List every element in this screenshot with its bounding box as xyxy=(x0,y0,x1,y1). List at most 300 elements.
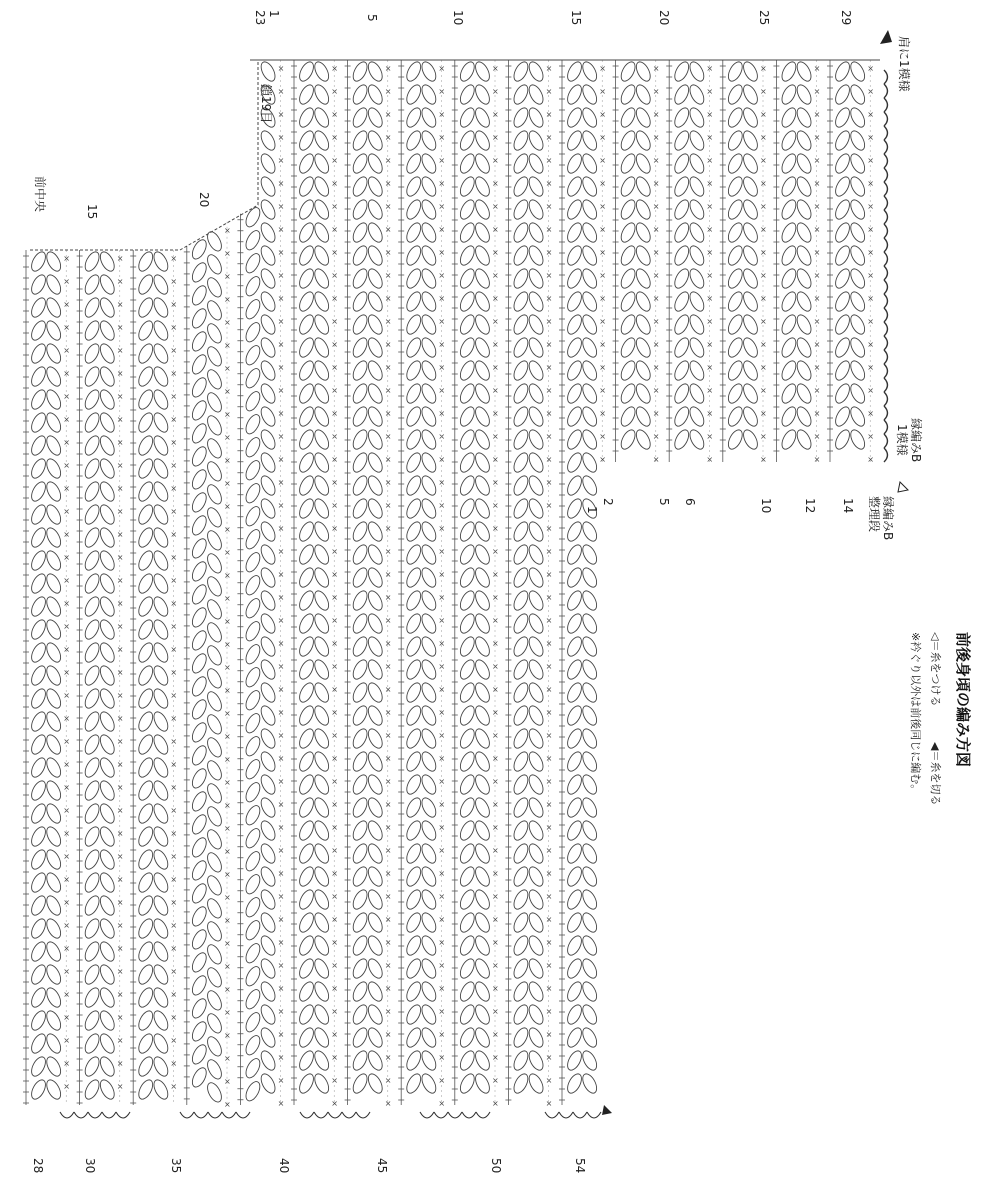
svg-text:×: × xyxy=(384,915,392,924)
svg-text:×: × xyxy=(867,409,874,418)
svg-text:×: × xyxy=(170,1059,178,1068)
svg-text:×: × xyxy=(331,754,338,763)
row-number: 45 xyxy=(375,1158,389,1174)
svg-text:×: × xyxy=(652,432,660,441)
svg-text:×: × xyxy=(545,961,553,970)
svg-text:×: × xyxy=(63,898,70,907)
svg-text:×: × xyxy=(599,409,606,418)
svg-text:×: × xyxy=(224,478,231,488)
svg-text:×: × xyxy=(63,737,70,746)
svg-text:×: × xyxy=(116,668,124,677)
svg-text:×: × xyxy=(760,409,767,418)
svg-text:×: × xyxy=(224,455,231,465)
svg-text:×: × xyxy=(170,1013,178,1022)
svg-text:×: × xyxy=(760,87,767,96)
svg-text:×: × xyxy=(170,714,178,723)
svg-text:×: × xyxy=(384,271,392,280)
svg-text:×: × xyxy=(760,294,767,303)
svg-text:×: × xyxy=(277,846,285,855)
svg-text:×: × xyxy=(331,64,338,73)
svg-text:×: × xyxy=(545,1053,553,1062)
row-number: 40 xyxy=(277,1158,291,1174)
diagram-title: 前後身頃の編み方図 xyxy=(954,632,972,768)
svg-text:×: × xyxy=(492,777,499,786)
svg-text:×: × xyxy=(438,754,446,763)
row-number: 15 xyxy=(569,10,583,26)
svg-text:×: × xyxy=(331,248,338,257)
svg-text:×: × xyxy=(63,553,70,562)
svg-text:×: × xyxy=(867,202,874,211)
svg-text:×: × xyxy=(63,622,70,631)
svg-text:×: × xyxy=(116,346,124,355)
svg-text:×: × xyxy=(224,1007,231,1017)
svg-text:×: × xyxy=(545,984,553,993)
svg-text:×: × xyxy=(224,616,231,626)
svg-text:×: × xyxy=(760,317,767,326)
svg-text:×: × xyxy=(170,760,178,769)
svg-text:×: × xyxy=(545,501,553,510)
svg-text:×: × xyxy=(277,731,285,740)
svg-text:×: × xyxy=(384,777,392,786)
svg-text:×: × xyxy=(170,967,178,976)
label-chain: 鎖19目 xyxy=(259,84,273,124)
svg-text:×: × xyxy=(277,570,285,579)
svg-text:×: × xyxy=(545,133,553,142)
svg-text:×: × xyxy=(170,622,178,631)
svg-text:×: × xyxy=(438,777,446,786)
svg-text:×: × xyxy=(277,662,285,671)
svg-text:×: × xyxy=(116,829,124,838)
svg-text:×: × xyxy=(170,484,178,493)
svg-text:×: × xyxy=(599,225,606,234)
svg-text:×: × xyxy=(438,363,446,372)
svg-text:×: × xyxy=(384,202,392,211)
svg-text:×: × xyxy=(545,524,553,533)
svg-text:×: × xyxy=(599,133,606,142)
svg-text:×: × xyxy=(706,248,714,257)
svg-text:×: × xyxy=(438,501,446,510)
svg-text:×: × xyxy=(116,323,124,332)
svg-text:×: × xyxy=(438,961,446,970)
label-adjust-row: 整理段 xyxy=(867,496,881,533)
svg-text:×: × xyxy=(867,179,874,188)
svg-text:×: × xyxy=(545,1030,553,1039)
svg-text:×: × xyxy=(384,754,392,763)
svg-text:×: × xyxy=(63,484,70,493)
svg-text:×: × xyxy=(492,662,499,671)
svg-text:×: × xyxy=(492,363,499,372)
svg-text:×: × xyxy=(706,271,714,280)
svg-text:×: × xyxy=(331,961,338,970)
bottom-row-numbers xyxy=(31,1158,587,1173)
svg-text:×: × xyxy=(652,156,660,165)
svg-text:×: × xyxy=(384,317,392,326)
label-edging-b: 縁編みB xyxy=(881,496,895,541)
svg-text:×: × xyxy=(545,87,553,96)
svg-text:×: × xyxy=(170,1036,178,1045)
svg-text:×: × xyxy=(545,202,553,211)
row-number: 6 xyxy=(683,498,697,506)
svg-text:×: × xyxy=(224,432,231,442)
svg-text:×: × xyxy=(331,846,338,855)
svg-text:×: × xyxy=(813,225,821,234)
svg-text:×: × xyxy=(170,645,178,654)
svg-text:×: × xyxy=(116,1059,124,1068)
svg-text:×: × xyxy=(331,915,338,924)
svg-text:×: × xyxy=(277,708,285,717)
svg-text:×: × xyxy=(438,409,446,418)
svg-text:×: × xyxy=(224,662,231,672)
svg-text:×: × xyxy=(706,179,714,188)
svg-text:×: × xyxy=(813,294,821,303)
svg-text:×: × xyxy=(170,530,178,539)
svg-text:×: × xyxy=(170,599,178,608)
svg-text:×: × xyxy=(545,110,553,119)
svg-text:×: × xyxy=(170,461,178,470)
svg-text:×: × xyxy=(331,708,338,717)
svg-text:×: × xyxy=(438,478,446,487)
svg-text:×: × xyxy=(277,432,285,441)
svg-text:×: × xyxy=(652,317,660,326)
svg-text:×: × xyxy=(384,156,392,165)
svg-text:×: × xyxy=(116,438,124,447)
svg-text:×: × xyxy=(545,1076,553,1085)
svg-text:×: × xyxy=(170,852,178,861)
svg-text:×: × xyxy=(545,685,553,694)
svg-text:×: × xyxy=(760,110,767,119)
svg-text:×: × xyxy=(492,501,499,510)
svg-text:×: × xyxy=(116,461,124,470)
svg-text:×: × xyxy=(384,1030,392,1039)
svg-text:×: × xyxy=(331,731,338,740)
svg-text:×: × xyxy=(438,938,446,947)
svg-text:×: × xyxy=(224,409,231,419)
svg-text:×: × xyxy=(438,156,446,165)
svg-text:×: × xyxy=(170,783,178,792)
svg-text:×: × xyxy=(760,271,767,280)
svg-text:×: × xyxy=(545,1099,553,1108)
svg-text:×: × xyxy=(331,386,338,395)
svg-text:×: × xyxy=(545,340,553,349)
svg-text:×: × xyxy=(277,156,285,165)
svg-text:×: × xyxy=(492,156,499,165)
svg-text:×: × xyxy=(63,461,70,470)
svg-text:×: × xyxy=(652,455,660,464)
svg-text:×: × xyxy=(492,639,499,648)
svg-text:×: × xyxy=(438,823,446,832)
svg-text:×: × xyxy=(438,455,446,464)
svg-text:×: × xyxy=(331,616,338,625)
svg-text:×: × xyxy=(277,64,285,73)
svg-text:×: × xyxy=(224,984,231,994)
svg-text:×: × xyxy=(438,547,446,556)
svg-text:×: × xyxy=(867,455,874,464)
svg-text:×: × xyxy=(867,156,874,165)
svg-text:×: × xyxy=(277,294,285,303)
svg-text:×: × xyxy=(277,271,285,280)
svg-text:×: × xyxy=(63,438,70,447)
svg-text:×: × xyxy=(492,800,499,809)
svg-text:×: × xyxy=(492,869,499,878)
svg-text:×: × xyxy=(599,432,606,441)
svg-text:×: × xyxy=(706,225,714,234)
svg-text:×: × xyxy=(599,156,606,165)
svg-text:×: × xyxy=(545,777,553,786)
svg-text:×: × xyxy=(331,455,338,464)
row-number: 54 xyxy=(573,1158,587,1174)
svg-text:×: × xyxy=(116,392,124,401)
svg-text:×: × xyxy=(492,64,499,73)
svg-text:×: × xyxy=(438,616,446,625)
svg-text:×: × xyxy=(599,87,606,96)
svg-text:×: × xyxy=(224,225,231,235)
svg-text:×: × xyxy=(438,1030,446,1039)
svg-text:×: × xyxy=(331,593,338,602)
svg-text:×: × xyxy=(331,1007,338,1016)
svg-text:×: × xyxy=(813,271,821,280)
svg-text:×: × xyxy=(224,271,231,281)
svg-text:×: × xyxy=(545,754,553,763)
svg-text:×: × xyxy=(331,1076,338,1085)
svg-text:×: × xyxy=(63,760,70,769)
svg-text:×: × xyxy=(277,823,285,832)
svg-text:×: × xyxy=(545,892,553,901)
svg-text:×: × xyxy=(652,294,660,303)
svg-text:×: × xyxy=(170,576,178,585)
svg-text:×: × xyxy=(438,386,446,395)
svg-text:×: × xyxy=(438,110,446,119)
svg-text:×: × xyxy=(63,714,70,723)
svg-text:×: × xyxy=(706,340,714,349)
row-number: 5 xyxy=(657,498,671,506)
svg-text:×: × xyxy=(224,869,231,879)
label-shoulder-pattern: 肩に1模様 xyxy=(897,36,911,92)
svg-text:×: × xyxy=(63,254,70,263)
svg-text:×: × xyxy=(116,553,124,562)
svg-text:×: × xyxy=(170,737,178,746)
row-number: 35 xyxy=(169,1158,183,1174)
svg-text:×: × xyxy=(63,1059,70,1068)
svg-text:×: × xyxy=(224,938,231,948)
svg-text:×: × xyxy=(224,685,231,695)
svg-text:×: × xyxy=(438,294,446,303)
svg-text:×: × xyxy=(545,271,553,280)
svg-text:×: × xyxy=(277,892,285,901)
svg-text:×: × xyxy=(760,64,767,73)
svg-text:×: × xyxy=(706,363,714,372)
svg-text:×: × xyxy=(813,363,821,372)
svg-text:×: × xyxy=(384,294,392,303)
svg-text:×: × xyxy=(492,225,499,234)
svg-text:×: × xyxy=(545,800,553,809)
svg-text:×: × xyxy=(224,524,231,534)
svg-text:×: × xyxy=(599,179,606,188)
svg-text:×: × xyxy=(760,432,767,441)
svg-text:×: × xyxy=(331,340,338,349)
svg-text:×: × xyxy=(331,87,338,96)
svg-text:×: × xyxy=(384,386,392,395)
svg-text:×: × xyxy=(492,708,499,717)
svg-text:×: × xyxy=(277,179,285,188)
svg-text:×: × xyxy=(63,1082,70,1091)
svg-text:×: × xyxy=(492,386,499,395)
svg-text:×: × xyxy=(116,990,124,999)
svg-text:×: × xyxy=(760,133,767,142)
svg-text:×: × xyxy=(170,691,178,700)
svg-text:×: × xyxy=(867,294,874,303)
svg-text:×: × xyxy=(63,1013,70,1022)
svg-text:×: × xyxy=(438,570,446,579)
svg-text:×: × xyxy=(331,225,338,234)
svg-text:×: × xyxy=(545,478,553,487)
svg-text:×: × xyxy=(63,967,70,976)
svg-text:×: × xyxy=(170,300,178,309)
svg-text:×: × xyxy=(545,455,553,464)
svg-text:×: × xyxy=(384,432,392,441)
svg-text:×: × xyxy=(384,984,392,993)
svg-text:×: × xyxy=(545,432,553,441)
row-number: 20 xyxy=(197,192,211,208)
svg-text:×: × xyxy=(331,179,338,188)
svg-text:×: × xyxy=(384,87,392,96)
svg-text:×: × xyxy=(545,409,553,418)
svg-text:×: × xyxy=(331,547,338,556)
svg-text:×: × xyxy=(384,1076,392,1085)
svg-text:×: × xyxy=(277,225,285,234)
svg-text:×: × xyxy=(224,340,231,350)
svg-text:×: × xyxy=(116,852,124,861)
svg-text:×: × xyxy=(438,87,446,96)
svg-text:×: × xyxy=(116,1036,124,1045)
svg-text:×: × xyxy=(384,593,392,602)
svg-text:×: × xyxy=(760,202,767,211)
svg-text:×: × xyxy=(384,179,392,188)
svg-text:×: × xyxy=(813,64,821,73)
svg-text:×: × xyxy=(492,110,499,119)
svg-text:×: × xyxy=(492,892,499,901)
svg-text:×: × xyxy=(224,731,231,741)
svg-text:×: × xyxy=(63,875,70,884)
svg-text:×: × xyxy=(63,507,70,516)
svg-text:×: × xyxy=(224,501,231,511)
svg-text:×: × xyxy=(438,708,446,717)
row-number: 30 xyxy=(83,1158,97,1174)
svg-text:×: × xyxy=(599,64,606,73)
svg-text:×: × xyxy=(706,156,714,165)
legend-attach: ◁＝糸をつける xyxy=(929,632,942,707)
svg-text:×: × xyxy=(277,1099,285,1108)
svg-text:×: × xyxy=(706,64,714,73)
svg-text:×: × xyxy=(224,639,231,649)
svg-text:×: × xyxy=(116,1082,124,1091)
svg-text:×: × xyxy=(813,110,821,119)
svg-text:×: × xyxy=(438,800,446,809)
svg-text:×: × xyxy=(492,1099,499,1108)
svg-text:×: × xyxy=(331,133,338,142)
svg-text:×: × xyxy=(867,225,874,234)
svg-text:×: × xyxy=(224,800,231,810)
svg-text:×: × xyxy=(545,179,553,188)
svg-text:×: × xyxy=(867,133,874,142)
svg-text:×: × xyxy=(277,1076,285,1085)
svg-text:×: × xyxy=(116,369,124,378)
svg-text:×: × xyxy=(706,294,714,303)
svg-text:×: × xyxy=(277,938,285,947)
svg-text:×: × xyxy=(63,990,70,999)
svg-text:×: × xyxy=(599,455,606,464)
svg-text:×: × xyxy=(63,783,70,792)
svg-text:×: × xyxy=(384,363,392,372)
svg-text:×: × xyxy=(224,892,231,902)
svg-text:×: × xyxy=(492,317,499,326)
row-number: 10 xyxy=(451,10,465,26)
svg-text:×: × xyxy=(170,553,178,562)
svg-text:×: × xyxy=(813,432,821,441)
svg-text:×: × xyxy=(277,961,285,970)
svg-text:×: × xyxy=(652,202,660,211)
svg-text:×: × xyxy=(545,64,553,73)
svg-text:×: × xyxy=(545,1007,553,1016)
svg-text:×: × xyxy=(492,593,499,602)
svg-text:×: × xyxy=(277,87,285,96)
svg-text:×: × xyxy=(438,1076,446,1085)
svg-text:×: × xyxy=(545,639,553,648)
svg-text:×: × xyxy=(277,616,285,625)
top-row-numbers xyxy=(253,10,853,25)
svg-text:×: × xyxy=(63,300,70,309)
svg-text:×: × xyxy=(492,915,499,924)
row-number: 10 xyxy=(759,498,773,514)
svg-text:×: × xyxy=(384,110,392,119)
svg-text:×: × xyxy=(331,823,338,832)
row-number: 29 xyxy=(839,10,853,26)
svg-text:×: × xyxy=(331,294,338,303)
svg-text:×: × xyxy=(170,323,178,332)
svg-text:×: × xyxy=(492,961,499,970)
svg-text:×: × xyxy=(277,1053,285,1062)
svg-text:×: × xyxy=(331,110,338,119)
svg-text:×: × xyxy=(170,1082,178,1091)
svg-text:×: × xyxy=(545,294,553,303)
svg-text:×: × xyxy=(760,386,767,395)
svg-text:×: × xyxy=(224,570,231,580)
svg-text:×: × xyxy=(170,875,178,884)
svg-text:×: × xyxy=(224,823,231,833)
svg-text:×: × xyxy=(224,593,231,603)
svg-text:×: × xyxy=(224,386,231,396)
svg-text:×: × xyxy=(599,110,606,119)
svg-text:×: × xyxy=(116,530,124,539)
svg-text:×: × xyxy=(170,254,178,263)
title-block xyxy=(909,632,972,805)
svg-text:×: × xyxy=(652,248,660,257)
svg-text:×: × xyxy=(652,64,660,73)
svg-text:×: × xyxy=(706,317,714,326)
svg-text:×: × xyxy=(331,1053,338,1062)
svg-text:×: × xyxy=(63,277,70,286)
svg-text:×: × xyxy=(384,64,392,73)
svg-text:×: × xyxy=(170,369,178,378)
svg-text:×: × xyxy=(170,507,178,516)
svg-text:×: × xyxy=(116,921,124,930)
svg-text:×: × xyxy=(224,777,231,787)
svg-text:×: × xyxy=(277,685,285,694)
svg-text:×: × xyxy=(545,708,553,717)
right-row-numbers xyxy=(585,498,855,514)
svg-text:×: × xyxy=(63,645,70,654)
svg-text:×: × xyxy=(492,547,499,556)
svg-text:×: × xyxy=(384,409,392,418)
